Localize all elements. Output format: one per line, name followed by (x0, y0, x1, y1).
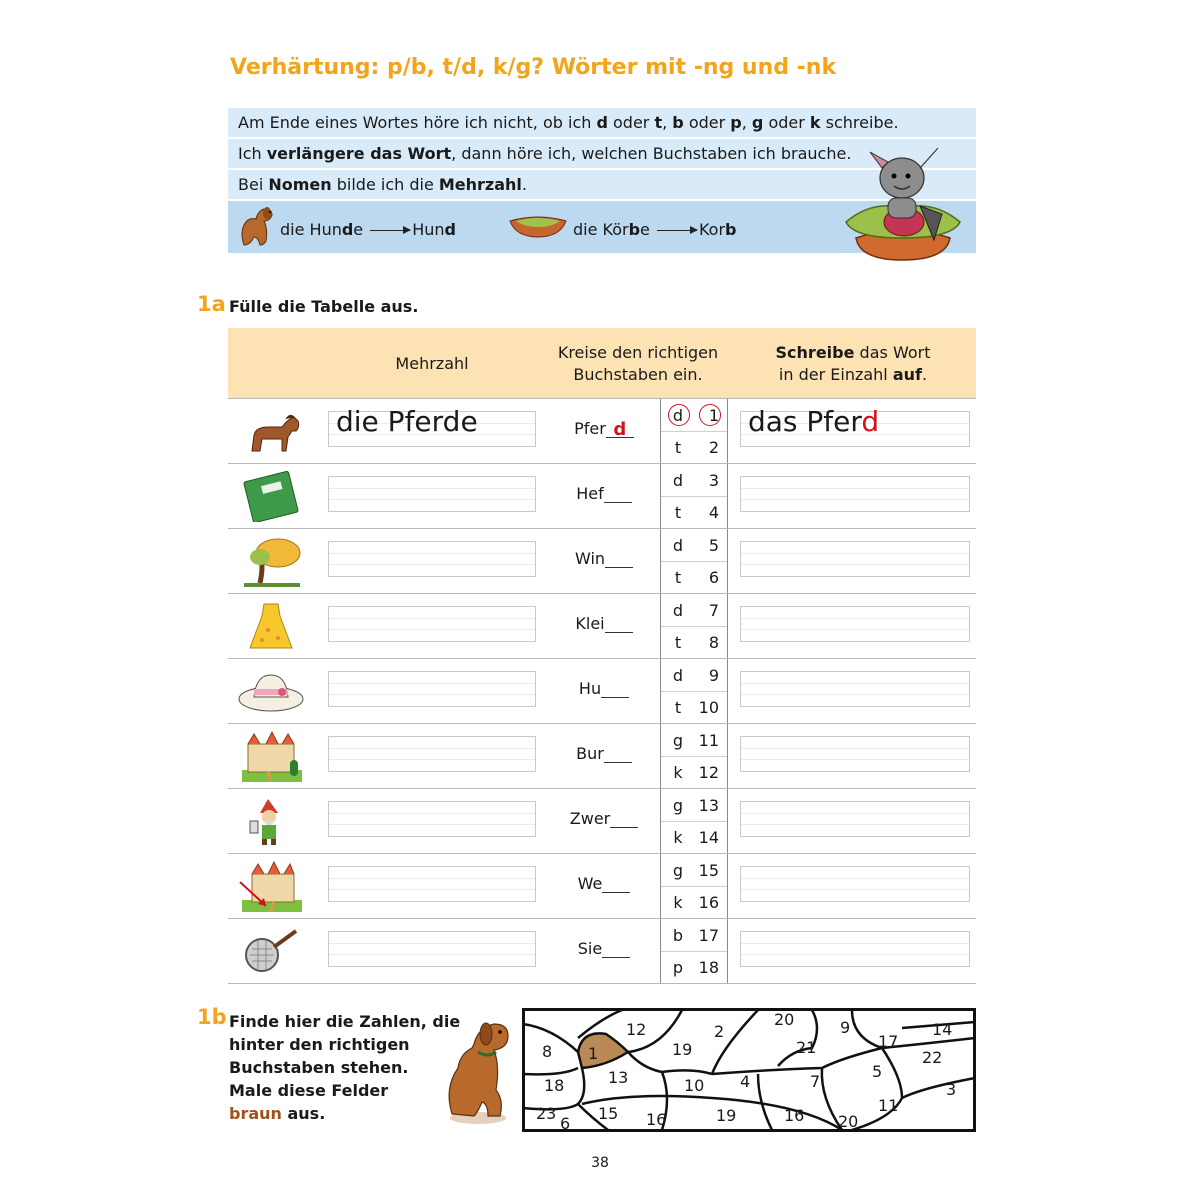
example-hund: die Hunde Hund (280, 220, 456, 239)
plural-write-field[interactable] (328, 606, 536, 642)
table-header (228, 328, 976, 398)
puzzle-field-number[interactable]: 20 (774, 1010, 795, 1029)
puzzle-field-number[interactable]: 9 (840, 1018, 851, 1037)
windy-tree-picture (238, 535, 304, 587)
path-picture (238, 860, 304, 912)
puzzle-field-number[interactable]: 16 (646, 1110, 667, 1129)
header-write: Schreibe das Wort in der Einzahl auf. (775, 343, 931, 384)
singular-write-field[interactable] (740, 866, 970, 902)
option-bottom[interactable]: t 2 (674, 438, 719, 457)
word-stem: We (558, 874, 650, 893)
word-stem: Klei (558, 614, 650, 633)
table-row (228, 789, 976, 854)
puzzle-field-number[interactable]: 22 (922, 1048, 943, 1067)
option-top[interactable]: g 13 (661, 789, 727, 822)
word-stem: Win (558, 549, 650, 568)
option-bottom[interactable]: k 12 (673, 763, 719, 782)
puzzle-outline (522, 1008, 976, 1132)
table-row (228, 724, 976, 789)
dog-icon (234, 197, 274, 249)
puzzle-field-number[interactable]: 19 (672, 1040, 693, 1059)
plural-write-field[interactable] (328, 541, 536, 577)
letter-options (660, 854, 728, 918)
puzzle-field-number[interactable]: 1 (588, 1044, 599, 1063)
table-row (228, 464, 976, 529)
blank[interactable] (604, 744, 632, 763)
table-row (228, 398, 976, 464)
option-top[interactable]: d 3 (661, 464, 727, 497)
table-row (228, 529, 976, 594)
option-bottom[interactable]: p 18 (672, 958, 719, 977)
letter-options (660, 724, 728, 788)
puzzle-field-number[interactable]: 10 (684, 1076, 705, 1095)
arrow-icon (370, 230, 410, 231)
table-row (228, 854, 976, 919)
puzzle-field-number[interactable]: 5 (872, 1062, 883, 1081)
letter-options (660, 659, 728, 723)
puzzle-field-number[interactable]: 16 (784, 1106, 805, 1125)
notebook-picture (238, 470, 304, 522)
rule-line-2: Ich verlängere das Wort, dann höre ich, welchen Buchstaben ich brauche. (228, 139, 976, 168)
dress-picture (238, 600, 304, 652)
filled-blank: d (606, 419, 634, 438)
letter-options (660, 529, 728, 593)
rule-line-3: Bei Nomen bilde ich die Mehrzahl. (228, 170, 976, 199)
plural-write-field[interactable] (328, 476, 536, 512)
option-bottom[interactable]: t 4 (674, 503, 719, 522)
word-stem: Sie (558, 939, 650, 958)
letter-options (660, 789, 728, 853)
blank[interactable] (601, 679, 629, 698)
plural-write-field[interactable] (328, 801, 536, 837)
letter-options (660, 464, 728, 528)
option-bottom[interactable]: k 14 (673, 828, 719, 847)
horse-picture (238, 405, 304, 457)
page-number: 38 (591, 1155, 609, 1171)
blank[interactable] (605, 614, 633, 633)
puzzle-field-number[interactable]: 7 (810, 1072, 821, 1091)
puzzle-field-number[interactable]: 20 (838, 1112, 859, 1131)
singular-example-text: das Pferd (748, 405, 880, 438)
option-top[interactable]: d 9 (661, 659, 727, 692)
castle-picture (238, 730, 304, 782)
singular-write-field[interactable] (740, 476, 970, 512)
puzzle-field-number[interactable]: 3 (946, 1080, 957, 1099)
singular-write-field[interactable] (740, 931, 970, 967)
plural-write-field[interactable] (328, 931, 536, 967)
page-title: Verhärtung: p/b, t/d, k/g? Wörter mit -ng und -nk (230, 55, 837, 80)
letter-options (660, 399, 728, 463)
sieve-picture (238, 925, 304, 977)
word-stem: Bur (558, 744, 650, 763)
plural-write-field[interactable] (328, 866, 536, 902)
puzzle-field-number[interactable]: 21 (796, 1038, 817, 1057)
puzzle-field-number[interactable]: 23 (536, 1104, 557, 1123)
blank[interactable] (602, 874, 630, 893)
hat-picture (238, 665, 304, 717)
singular-write-field[interactable] (740, 801, 970, 837)
letter-options (660, 919, 728, 983)
letter-options (660, 594, 728, 658)
table-row (228, 594, 976, 659)
option-bottom[interactable]: t 10 (674, 698, 719, 717)
basket-icon (508, 213, 568, 239)
example-korb: die Körbe Korb (573, 220, 737, 239)
dwarf-picture (238, 795, 304, 847)
option-top[interactable]: g 15 (661, 854, 727, 887)
option-bottom[interactable]: t 6 (674, 568, 719, 587)
puzzle-field-number[interactable]: 19 (716, 1106, 737, 1125)
blank[interactable] (602, 939, 630, 958)
option-top[interactable]: d 5 (661, 529, 727, 562)
table-row (228, 659, 976, 724)
puzzle-field-number[interactable]: 8 (542, 1042, 553, 1061)
blank[interactable] (605, 549, 633, 568)
puzzle-field-number[interactable]: 11 (878, 1096, 899, 1115)
puzzle-field-number[interactable]: 17 (878, 1032, 899, 1051)
puzzle-field-number[interactable]: 2 (714, 1022, 725, 1041)
plural-write-field[interactable] (328, 671, 536, 707)
option-top[interactable]: g 11 (661, 724, 727, 757)
task-number-1b: 1b (197, 1005, 227, 1029)
rule-line-1: Am Ende eines Wortes höre ich nicht, ob ich d oder t, b oder p, g oder k schreibe. (228, 108, 976, 137)
header-mehrzahl: Mehrzahl (395, 354, 469, 373)
blank[interactable] (610, 809, 638, 828)
puzzle-field-number[interactable]: 4 (740, 1072, 751, 1091)
color-puzzle (522, 1008, 976, 1132)
word-stem: Hef (558, 484, 650, 503)
blank[interactable] (604, 484, 632, 503)
arrow-icon (657, 230, 697, 231)
header-circle: Kreise den richtigen Buchstaben ein. (557, 343, 719, 384)
puzzle-field-number[interactable]: 13 (608, 1068, 629, 1087)
plural-write-field[interactable] (328, 736, 536, 772)
task-number-1a: 1a (197, 292, 226, 316)
table-body (228, 398, 976, 984)
table-row (228, 919, 976, 984)
singular-write-field[interactable] (740, 606, 970, 642)
puzzle-field-number[interactable]: 18 (544, 1076, 565, 1095)
puzzle-field-number[interactable]: 6 (560, 1114, 571, 1133)
puzzle-field-number[interactable]: 14 (932, 1020, 953, 1039)
puzzle-field-number[interactable]: 15 (598, 1104, 619, 1123)
task-instruction-1a: Fülle die Tabelle aus. (229, 297, 419, 316)
singular-write-field[interactable] (740, 671, 970, 707)
option-top[interactable]: b 17 (661, 919, 727, 952)
option-bottom[interactable]: t 8 (674, 633, 719, 652)
option-top[interactable]: d 7 (661, 594, 727, 627)
word-stem: Zwer (558, 809, 650, 828)
option-top[interactable]: d 1 (661, 399, 727, 432)
plural-example-text: die Pferde (336, 405, 478, 438)
dog-sitting-icon (438, 1018, 514, 1128)
bat-mascot-icon (842, 142, 964, 262)
option-bottom[interactable]: k 16 (673, 893, 719, 912)
singular-write-field[interactable] (740, 736, 970, 772)
task-instruction-1b: Finde hier die Zahlen, die hinter den richtigen Buchstaben stehen. Male diese Felder braun aus. (229, 1012, 461, 1123)
singular-write-field[interactable] (740, 541, 970, 577)
exercise-table (228, 328, 976, 984)
puzzle-field-number[interactable]: 12 (626, 1020, 647, 1039)
word-stem: Pfer d (558, 419, 650, 438)
word-stem: Hu (558, 679, 650, 698)
